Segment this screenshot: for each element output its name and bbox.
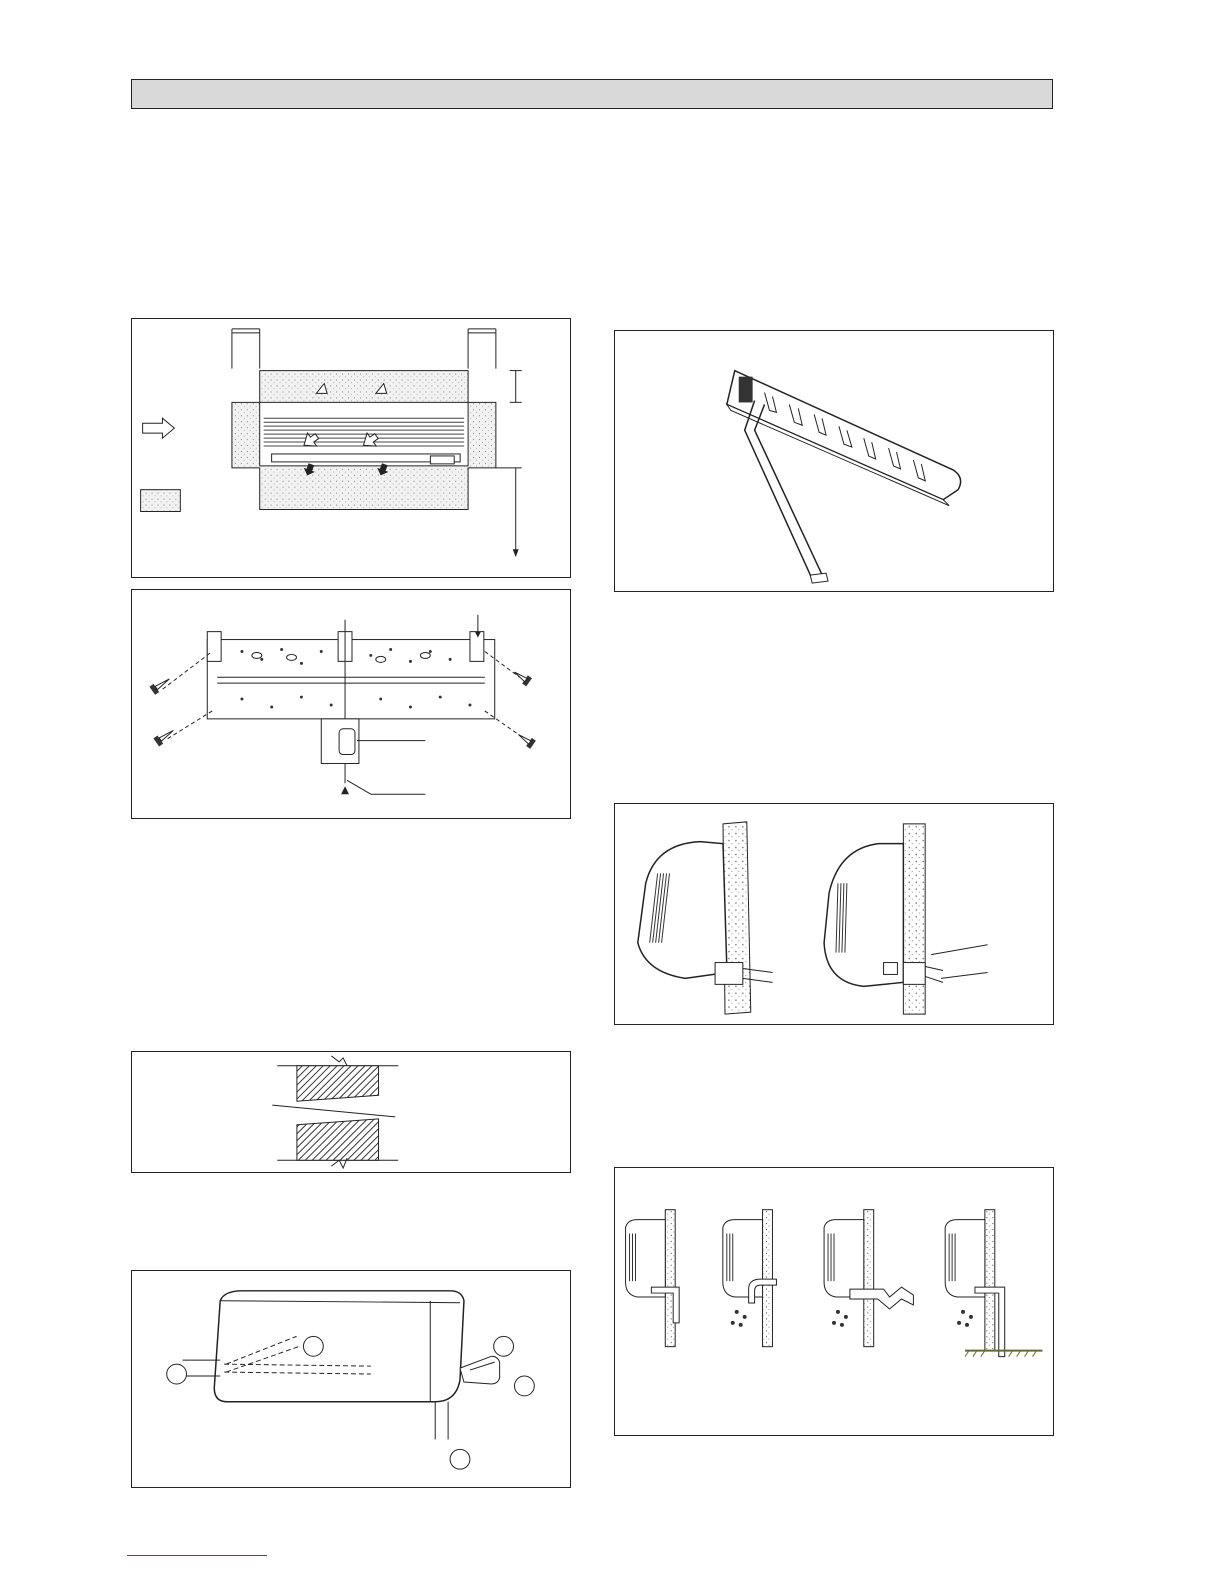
- drain-hose-drawing: [615, 1168, 1053, 1435]
- callout-marker: [494, 1336, 514, 1356]
- mounting-plate-diagram: [131, 589, 571, 819]
- callout-marker: [303, 1336, 323, 1356]
- screw-icon: [512, 668, 532, 686]
- clearance-drawing: [132, 319, 570, 577]
- unit-back-drawing: [615, 331, 1053, 591]
- pipe-directions-drawing: [132, 1271, 570, 1487]
- side-view-diagram: [614, 803, 1054, 1025]
- drain-variant-1: [626, 1210, 680, 1347]
- drain-variant-2: [723, 1210, 777, 1347]
- drain-variant-4: [945, 1210, 1042, 1357]
- side-view-drawing: [615, 804, 1053, 1024]
- wall-hole-diagram: [131, 1051, 571, 1173]
- screw-icon: [516, 730, 536, 748]
- unit-back-diagram: [614, 330, 1054, 592]
- pipe-directions-diagram: [131, 1270, 571, 1488]
- callout-marker: [450, 1449, 470, 1469]
- drain-hose-diagram: [614, 1167, 1054, 1436]
- section-header-bar: [131, 79, 1053, 109]
- screw-icon: [153, 726, 176, 746]
- drain-variant-3: [824, 1210, 913, 1347]
- mounting-plate-drawing: [132, 590, 570, 818]
- clearance-diagram: [131, 318, 571, 578]
- wall-hole-drawing: [132, 1052, 570, 1172]
- clearance-area-swatch: [141, 490, 181, 512]
- airflow-arrow-icon: [143, 418, 175, 438]
- callout-marker: [514, 1376, 534, 1396]
- callout-marker: [167, 1364, 187, 1384]
- footer-link-underline[interactable]: [127, 1555, 267, 1556]
